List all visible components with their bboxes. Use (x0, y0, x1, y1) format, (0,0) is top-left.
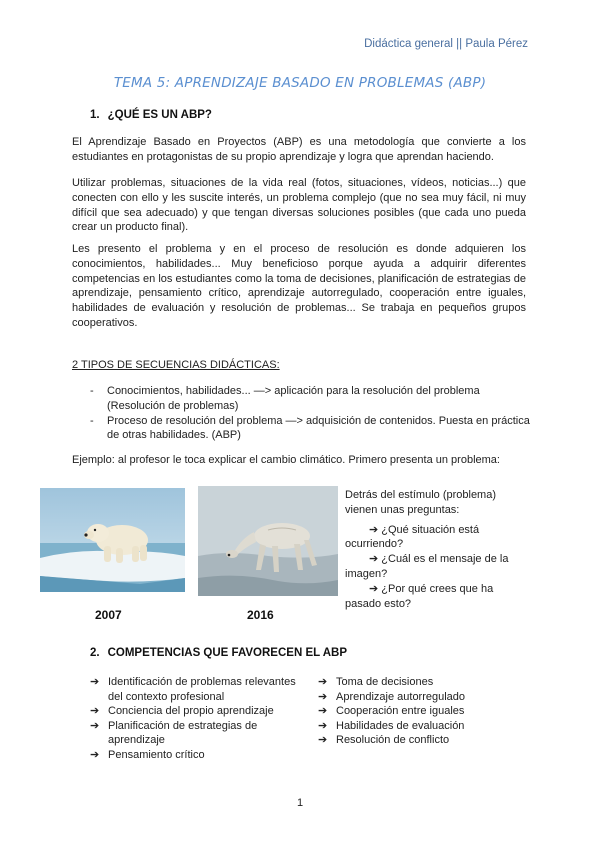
page-header: Didáctica general || Paula Pérez (364, 38, 528, 50)
list-item (318, 733, 528, 748)
list-item-text: Conocimientos, habilidades... —> aplicación para la resolución del problema (Resolución de problemas) (107, 385, 480, 412)
dash-marker: - (90, 385, 94, 397)
list-item-text: Planificación de estrategias de aprendizaje (108, 719, 258, 747)
paragraph-problems: Utilizar problemas, situaciones de la vida real (fotos, situaciones, vídeos, noticias...) que conecten con ello y les suscite interés, un problema complejo (que no sea muy fácil, ni muy difícil que sea adecuado) y que tengan diversas soluciones posibles (que cada uno pueda crear un producto final). (72, 177, 526, 234)
list-item-text: Habilidades de evaluación (336, 719, 465, 732)
arrow-icon: ➔ (318, 705, 328, 718)
arrow-icon: ➔ (90, 676, 100, 688)
section-title: ¿QUÉ ES UN ABP? (107, 109, 212, 121)
stimulus-intro: Detrás del estímulo (problema) vienen unas preguntas: (345, 489, 497, 516)
question-item (345, 523, 530, 553)
question-text: ¿Cuál es el mensaje de la imagen? (345, 553, 509, 580)
sequences-list (90, 384, 530, 443)
arrow-icon: ➔ (369, 553, 379, 566)
list-item-text: Resolución de conflicto (336, 734, 450, 747)
dash-marker: - (90, 414, 94, 427)
arrow-icon: ➔ (90, 719, 100, 732)
list-item-text: Conciencia del propio aprendizaje (108, 705, 274, 718)
question-text: ¿Qué situación está ocurriendo? (345, 523, 480, 551)
list-item (90, 748, 300, 763)
list-item (90, 675, 300, 704)
list-item (318, 704, 528, 719)
question-text: ¿Por qué crees que ha pasado esto? (345, 582, 494, 610)
competencies-list-left (90, 675, 300, 763)
list-item (90, 704, 300, 719)
arrow-icon: ➔ (318, 690, 328, 703)
list-item-text: Aprendizaje autorregulado (336, 690, 466, 703)
page-number: 1 (296, 797, 304, 809)
arrow-icon: ➔ (318, 676, 328, 688)
list-item (318, 719, 528, 734)
list-item-text: Cooperación entre iguales (336, 705, 465, 718)
year-label-2016: 2016 (247, 608, 274, 622)
section-number: 1. (90, 109, 100, 121)
arrow-icon: ➔ (90, 748, 100, 761)
paragraph-definition: El Aprendizaje Basado en Proyectos (ABP) es una metodología que convierte a los estudiantes en protagonistas de su propio aprendizaje y logra que aprendan haciendo. (72, 136, 526, 163)
page-title: TEMA 5: APRENDIZAJE BASADO EN PROBLEMAS (ABP) (113, 75, 487, 91)
list-item-text: Proceso de resolución del problema —> adquisición de contenidos. Puesta en práctica de otras habilidades. (ABP) (107, 414, 530, 442)
section-heading-2 (90, 647, 347, 659)
polar-bear-photo-2007 (40, 488, 185, 592)
paragraph-process: Les presento el problema y en el proceso de resolución es donde adquieren los conocimientos, habilidades... Muy beneficioso porque ayuda a adquirir diferentes competencias en los estudiantes como la toma de decisiones, planificación de estrategias de aprendizaje, pensamiento crítico, aprendizaje autorregulado, cooperación entre iguales, habilidades de evaluación y resolución de problemas... Se trabaja en pequeños grupos cooperativos. (72, 243, 526, 329)
stimulus-questions (345, 488, 530, 611)
arrow-icon: ➔ (90, 705, 100, 718)
section-number: 2. (90, 647, 100, 659)
section-title: COMPETENCIAS QUE FAVORECEN EL ABP (107, 647, 347, 659)
year-label-2007: 2007 (95, 608, 122, 622)
list-item-text: Identificación de problemas relevantes del contexto profesional (108, 676, 296, 703)
question-item (345, 582, 530, 612)
arrow-icon: ➔ (318, 719, 328, 732)
list-item-text: Pensamiento crítico (108, 748, 205, 761)
question-item (345, 552, 530, 582)
example-text: Ejemplo: al profesor le toca explicar el cambio climático. Primero presenta un problema: (72, 454, 500, 466)
polar-bear-photo-2016 (198, 486, 338, 596)
list-item (90, 414, 530, 444)
arrow-icon: ➔ (369, 582, 379, 595)
sequences-heading: 2 TIPOS DE SECUENCIAS DIDÁCTICAS: (72, 359, 280, 371)
list-item (90, 384, 530, 414)
arrow-icon: ➔ (369, 523, 379, 536)
section-heading-1 (90, 109, 212, 121)
list-item (318, 690, 528, 705)
list-item (318, 675, 528, 690)
list-item-text: Toma de decisiones (336, 676, 434, 688)
list-item (90, 719, 300, 748)
competencies-list-right (318, 675, 528, 748)
arrow-icon: ➔ (318, 734, 328, 747)
